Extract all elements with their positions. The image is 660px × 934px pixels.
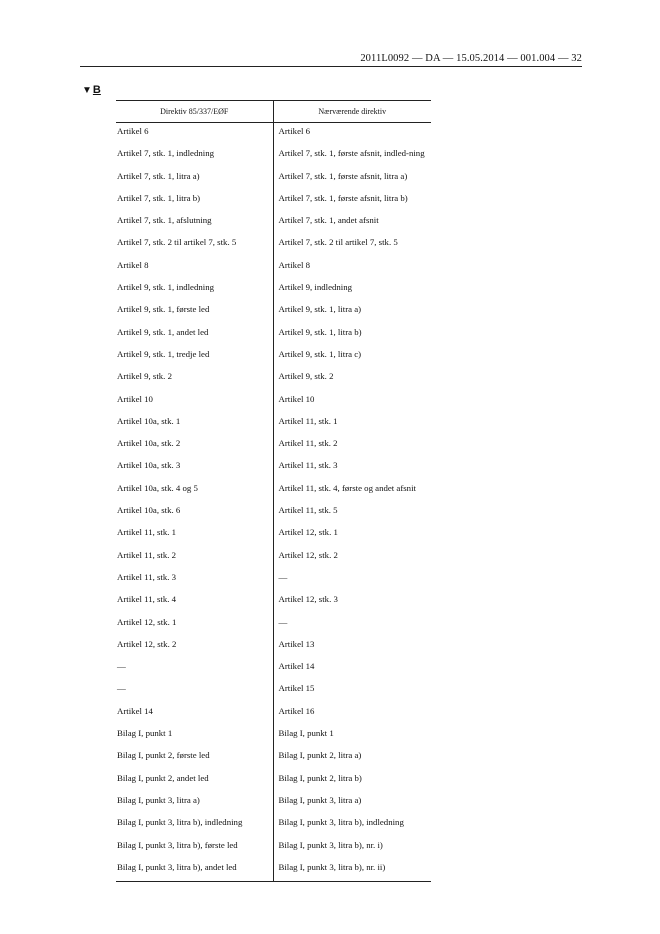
cell-this-directive: Artikel 15 <box>278 683 315 694</box>
cell-this-directive: Artikel 9, stk. 1, litra a) <box>278 304 362 315</box>
cell-this-directive: Artikel 12, stk. 2 <box>278 549 338 560</box>
cell-this-directive: Artikel 7, stk. 1, andet afsnit <box>278 215 379 226</box>
cell-old-directive: Bilag I, punkt 1 <box>116 725 273 747</box>
cell-old-directive: Artikel 14 <box>116 703 273 725</box>
cell-old-directive: Bilag I, punkt 3, litra b), andet led <box>116 859 273 882</box>
table-row <box>116 368 431 390</box>
table-row <box>116 301 431 323</box>
cell-this-directive: Artikel 7, stk. 1, første afsnit, litra b) <box>278 192 408 203</box>
cell-old-directive: Artikel 10a, stk. 6 <box>116 502 273 524</box>
table-row <box>116 614 431 636</box>
cell-old-directive: Artikel 9, stk. 1, indledning <box>116 279 273 301</box>
cell-old-directive: Artikel 7, stk. 1, litra b) <box>116 190 273 212</box>
cell-old-directive: Artikel 9, stk. 2 <box>116 368 273 390</box>
cell-this-directive: Artikel 14 <box>278 661 315 672</box>
cell-old-directive: Artikel 10a, stk. 3 <box>116 457 273 479</box>
cell-this-directive: Artikel 11, stk. 4, første og andet afsnit <box>278 482 416 493</box>
cell-old-directive: Bilag I, punkt 3, litra b), indledning <box>116 814 273 836</box>
table-row <box>116 792 431 814</box>
cell-old-directive: Artikel 12, stk. 1 <box>116 614 273 636</box>
cell-this-directive: Bilag I, punkt 2, litra a) <box>278 750 362 761</box>
table-row <box>116 346 431 368</box>
table-row <box>116 569 431 591</box>
cell-this-directive: Artikel 11, stk. 5 <box>278 505 338 516</box>
table-row <box>116 234 431 256</box>
cell-this-directive: Artikel 11, stk. 1 <box>278 415 338 426</box>
correlation-table <box>116 100 431 882</box>
header-divider <box>80 66 582 67</box>
table-row <box>116 703 431 725</box>
cell-old-directive: — <box>116 658 273 680</box>
table-body <box>116 123 431 882</box>
table-row <box>116 524 431 546</box>
cell-this-directive: — <box>278 571 288 582</box>
cell-this-directive: Bilag I, punkt 3, litra a) <box>278 794 362 805</box>
triangle-down-icon: ▼ <box>82 85 92 96</box>
cell-old-directive: Artikel 10a, stk. 1 <box>116 413 273 435</box>
cell-this-directive: Artikel 7, stk. 1, første afsnit, indled-ning <box>278 148 425 159</box>
cell-old-directive: Artikel 9, stk. 1, tredje led <box>116 346 273 368</box>
table-row <box>116 636 431 658</box>
cell-old-directive: Artikel 11, stk. 1 <box>116 524 273 546</box>
cell-old-directive: — <box>116 680 273 702</box>
table-row <box>116 547 431 569</box>
table-row <box>116 457 431 479</box>
table-row <box>116 725 431 747</box>
cell-this-directive: Artikel 7, stk. 2 til artikel 7, stk. 5 <box>278 237 398 248</box>
table-row <box>116 279 431 301</box>
table-row <box>116 770 431 792</box>
cell-this-directive: Bilag I, punkt 3, litra b), nr. ii) <box>273 859 431 882</box>
table-row <box>116 837 431 859</box>
cell-old-directive: Artikel 8 <box>116 257 273 279</box>
table-row <box>116 435 431 457</box>
table-row <box>116 168 431 190</box>
cell-old-directive: Artikel 11, stk. 2 <box>116 547 273 569</box>
cell-old-directive: Artikel 10a, stk. 2 <box>116 435 273 457</box>
cell-this-directive: Artikel 9, stk. 1, litra b) <box>278 326 362 337</box>
cell-this-directive: Artikel 7, stk. 1, første afsnit, litra a) <box>278 170 408 181</box>
table-row <box>116 212 431 234</box>
cell-old-directive: Artikel 7, stk. 1, indledning <box>116 145 273 167</box>
cell-this-directive: Artikel 13 <box>278 638 315 649</box>
table-row <box>116 123 431 146</box>
cell-old-directive: Artikel 7, stk. 1, litra a) <box>116 168 273 190</box>
cell-old-directive: Bilag I, punkt 2, første led <box>116 747 273 769</box>
column-header-old-directive: Direktiv 85/337/EØF <box>116 101 273 123</box>
cell-this-directive: — <box>278 616 288 627</box>
table-row <box>116 814 431 836</box>
table-row <box>116 502 431 524</box>
cell-this-directive: Artikel 12, stk. 1 <box>278 527 338 538</box>
table-row <box>116 145 431 167</box>
cell-this-directive: Artikel 10 <box>278 393 315 404</box>
cell-this-directive: Bilag I, punkt 1 <box>278 728 334 739</box>
cell-old-directive: Artikel 6 <box>116 123 273 146</box>
table-row <box>116 480 431 502</box>
cell-old-directive: Artikel 10a, stk. 4 og 5 <box>116 480 273 502</box>
table-row <box>116 658 431 680</box>
table-header-row <box>116 101 431 123</box>
column-header-this-directive: Nærværende direktiv <box>273 101 431 123</box>
cell-this-directive: Bilag I, punkt 2, litra b) <box>278 772 362 783</box>
amendment-marker <box>82 84 101 96</box>
table-row <box>116 680 431 702</box>
table-row <box>116 257 431 279</box>
cell-this-directive: Artikel 11, stk. 2 <box>278 438 338 449</box>
cell-old-directive: Bilag I, punkt 3, litra a) <box>116 792 273 814</box>
cell-old-directive: Artikel 7, stk. 1, afslutning <box>116 212 273 234</box>
cell-old-directive: Artikel 7, stk. 2 til artikel 7, stk. 5 <box>116 234 273 256</box>
cell-this-directive: Artikel 12, stk. 3 <box>278 594 338 605</box>
page-header-reference: 2011L0092 — DA — 15.05.2014 — 001.004 — 32 <box>360 53 582 64</box>
cell-this-directive: Artikel 9, stk. 2 <box>278 371 334 382</box>
table-row <box>116 413 431 435</box>
cell-this-directive: Bilag I, punkt 3, litra b), nr. i) <box>278 839 383 850</box>
cell-old-directive: Artikel 9, stk. 1, andet led <box>116 324 273 346</box>
cell-old-directive: Artikel 11, stk. 3 <box>116 569 273 591</box>
table-row <box>116 747 431 769</box>
cell-this-directive: Artikel 9, stk. 1, litra c) <box>278 348 362 359</box>
cell-this-directive: Artikel 8 <box>278 259 311 270</box>
cell-old-directive: Artikel 10 <box>116 391 273 413</box>
cell-old-directive: Bilag I, punkt 3, litra b), første led <box>116 837 273 859</box>
table-row <box>116 324 431 346</box>
cell-old-directive: Artikel 12, stk. 2 <box>116 636 273 658</box>
table-row <box>116 591 431 613</box>
cell-this-directive: Artikel 6 <box>278 126 311 136</box>
table-row <box>116 391 431 413</box>
cell-this-directive: Artikel 11, stk. 3 <box>278 460 338 471</box>
table-row <box>116 190 431 212</box>
table-row <box>116 859 431 882</box>
cell-this-directive: Bilag I, punkt 3, litra b), indledning <box>278 817 404 828</box>
cell-old-directive: Bilag I, punkt 2, andet led <box>116 770 273 792</box>
cell-old-directive: Artikel 9, stk. 1, første led <box>116 301 273 323</box>
cell-this-directive: Artikel 9, indledning <box>278 282 353 293</box>
cell-this-directive: Artikel 16 <box>278 705 315 716</box>
amendment-marker-letter: B <box>92 84 101 96</box>
cell-old-directive: Artikel 11, stk. 4 <box>116 591 273 613</box>
